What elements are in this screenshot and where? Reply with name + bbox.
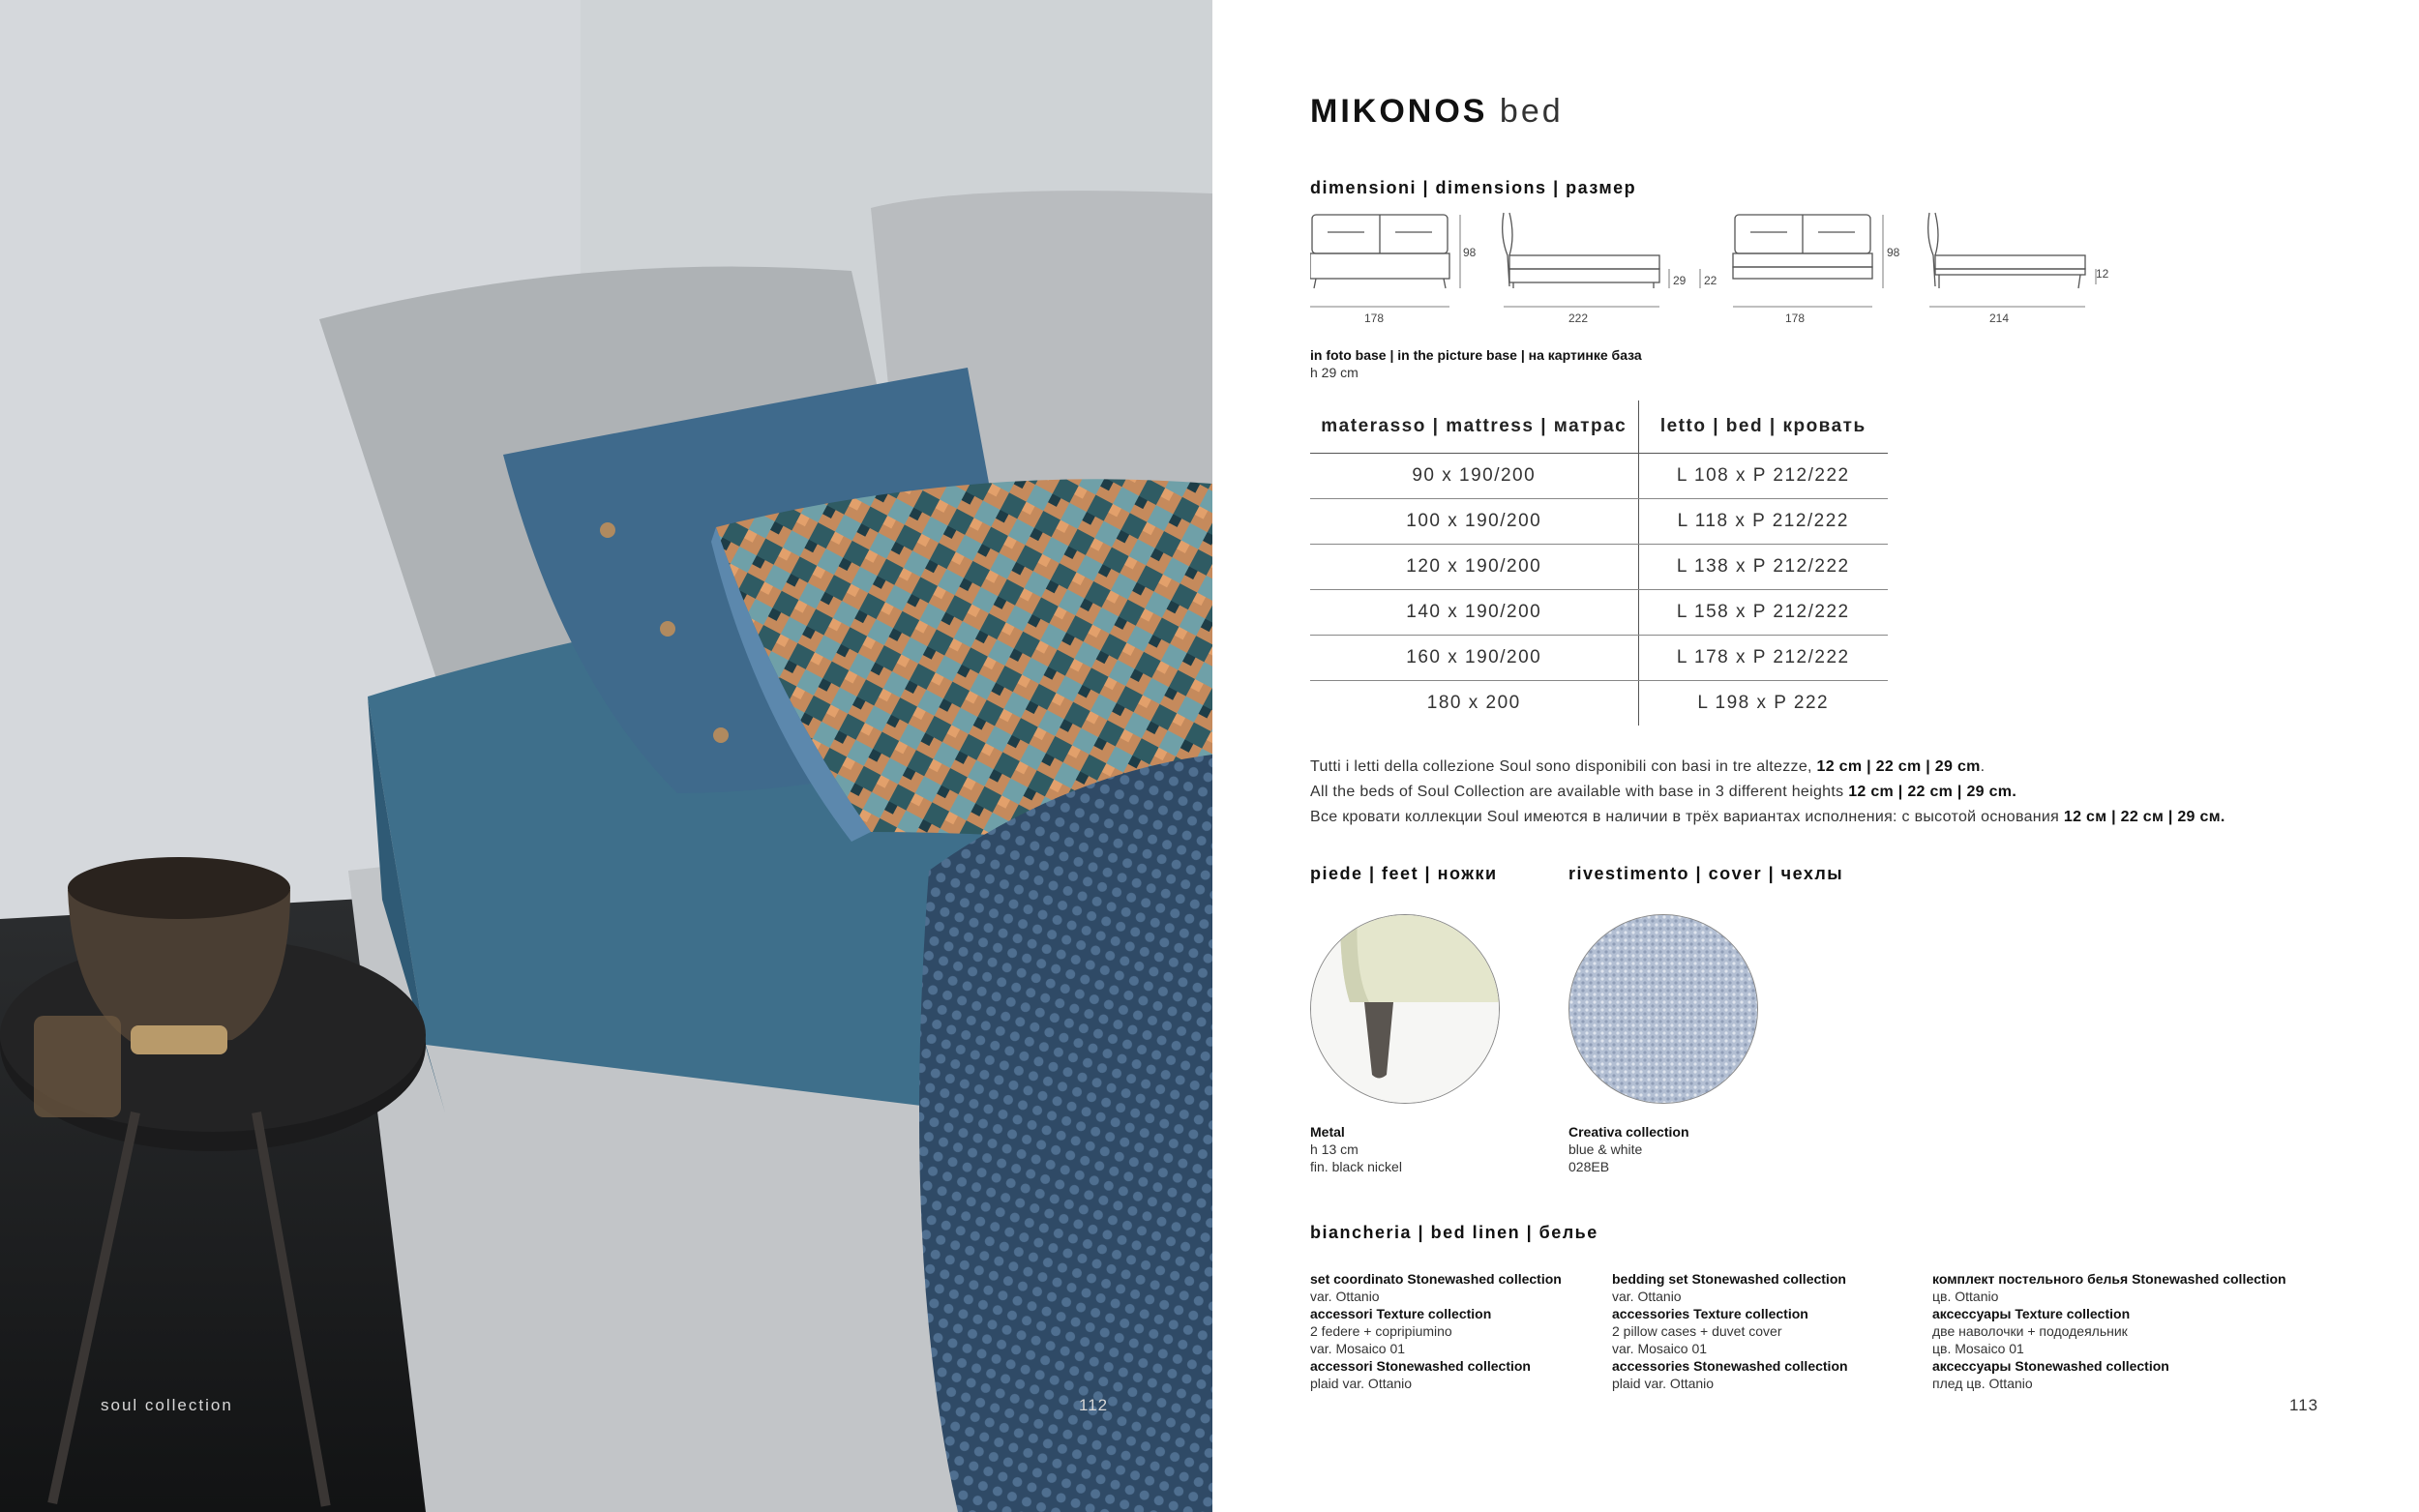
bed-cell: L 118 x P 212/222 — [1638, 498, 1888, 544]
side-mattress — [1509, 255, 1659, 269]
linen-column-it: set coordinato Stonewashed collection var. Ottanio accessori Texture collection 2 federe + copripiumino var. Mosaico 01 accessori Stonewashed collection plaid var. Ottanio — [1310, 1271, 1562, 1391]
linen-column-ru: комплект постельного белья Stonewashed collection цв. Ottanio аксессуары Texture collection две наволочки + пододеяльник цв. Mosaico 01 аксессуары Stonewashed collection плед цв. Ottanio — [1932, 1271, 2286, 1391]
feet-height: h 13 cm — [1310, 1141, 1359, 1157]
base-heights-paragraph — [1310, 755, 2225, 830]
spec-page — [1212, 0, 2419, 1512]
diagram3-height: 98 — [1887, 246, 1900, 259]
photo-base-label: in foto base | in the picture base | на картинке база — [1310, 347, 1642, 363]
front-base — [1310, 253, 1449, 279]
diagram1-width: 178 — [1364, 311, 1385, 325]
bed-cell: L 108 x P 212/222 — [1638, 453, 1888, 498]
cover-info — [1568, 1123, 1689, 1175]
sizes-table — [1310, 400, 1888, 726]
table-row — [1310, 680, 1888, 726]
photo-base-value: h 29 cm — [1310, 365, 1359, 380]
dimensions-heading: dimensioni | dimensions | размер — [1310, 178, 1637, 197]
title-type: bed — [1499, 93, 1564, 130]
side-headboard — [1503, 213, 1509, 286]
mattress-cell: 90 x 190/200 — [1310, 453, 1638, 498]
page-number-right: 113 — [2289, 1396, 2319, 1414]
diagram2-height-a: 29 — [1673, 274, 1687, 287]
mattress-cell: 180 x 200 — [1310, 680, 1638, 726]
fabric-texture-icon — [1569, 915, 1758, 1104]
diagram1-height: 98 — [1463, 246, 1477, 259]
table-row — [1310, 498, 1888, 544]
diagram2-width: 222 — [1568, 311, 1589, 325]
diagram4-width: 214 — [1989, 311, 2010, 325]
mattress-cell: 160 x 190/200 — [1310, 635, 1638, 680]
collection-footer-label: soul collection — [101, 1396, 233, 1414]
bed-cell: L 158 x P 212/222 — [1638, 589, 1888, 635]
diagram3-width: 178 — [1785, 311, 1806, 325]
table-header-row — [1310, 400, 1888, 453]
mattress-column-header: materasso | mattress | матрас — [1310, 400, 1638, 453]
metal-foot-icon — [1311, 915, 1500, 1104]
cover-color: blue & white — [1568, 1141, 1643, 1157]
table-row — [1310, 589, 1888, 635]
bed-cell: L 178 x P 212/222 — [1638, 635, 1888, 680]
diagram4-height: 12 — [2096, 267, 2109, 281]
diagram2-height-b: 22 — [1704, 274, 1717, 287]
title-product: MIKONOS — [1310, 93, 1488, 130]
table-row — [1310, 544, 1888, 589]
linen-column-en: bedding set Stonewashed collection var. Ottanio accessories Texture collection 2 pillow cases + duvet cover var. Mosaico 01 accessories Stonewashed collection plaid var. Ottanio — [1612, 1271, 1848, 1391]
bed-column-header: letto | bed | кровать — [1638, 400, 1888, 453]
linen-heading: biancheria | bed linen | белье — [1310, 1223, 1598, 1242]
feet-heading: piede | feet | ножки — [1310, 864, 1498, 883]
cover-code: 028EB — [1568, 1159, 1610, 1174]
cover-name: Creativa collection — [1568, 1124, 1689, 1140]
base-heights-en: All the beds of Soul Collection are available with base in 3 different heights 12 cm | 22 cm | 29 cm. — [1310, 784, 2017, 800]
mattress-cell: 140 x 190/200 — [1310, 589, 1638, 635]
table-row — [1310, 635, 1888, 680]
mattress-cell: 100 x 190/200 — [1310, 498, 1638, 544]
cover-swatch — [1568, 914, 1758, 1104]
dimension-diagrams — [1310, 207, 2104, 333]
table-row — [1310, 453, 1888, 498]
feet-name: Metal — [1310, 1124, 1345, 1140]
base-heights-ru: Все кровати коллекции Soul имеются в наличии в трёх вариантах исполнения: с высотой основания 12 см | 22 см | 29 см. — [1310, 809, 2225, 825]
side-headboard-alt — [1928, 213, 1935, 286]
page-title — [1310, 93, 1564, 131]
base-heights-it: Tutti i letti della collezione Soul sono disponibili con basi in tre altezze, 12 cm | 22 cm | 29 cm. — [1310, 758, 1986, 775]
feet-swatch — [1310, 914, 1500, 1104]
feet-info — [1310, 1123, 1402, 1175]
feet-finish: fin. black nickel — [1310, 1159, 1402, 1174]
mattress-cell: 120 x 190/200 — [1310, 544, 1638, 589]
cover-heading: rivestimento | cover | чехлы — [1568, 864, 1844, 883]
page-number-left: 112 — [1079, 1396, 1109, 1414]
bed-cell: L 138 x P 212/222 — [1638, 544, 1888, 589]
photo-base-note — [1310, 346, 1642, 381]
bed-cell: L 198 x P 222 — [1697, 692, 1830, 713]
